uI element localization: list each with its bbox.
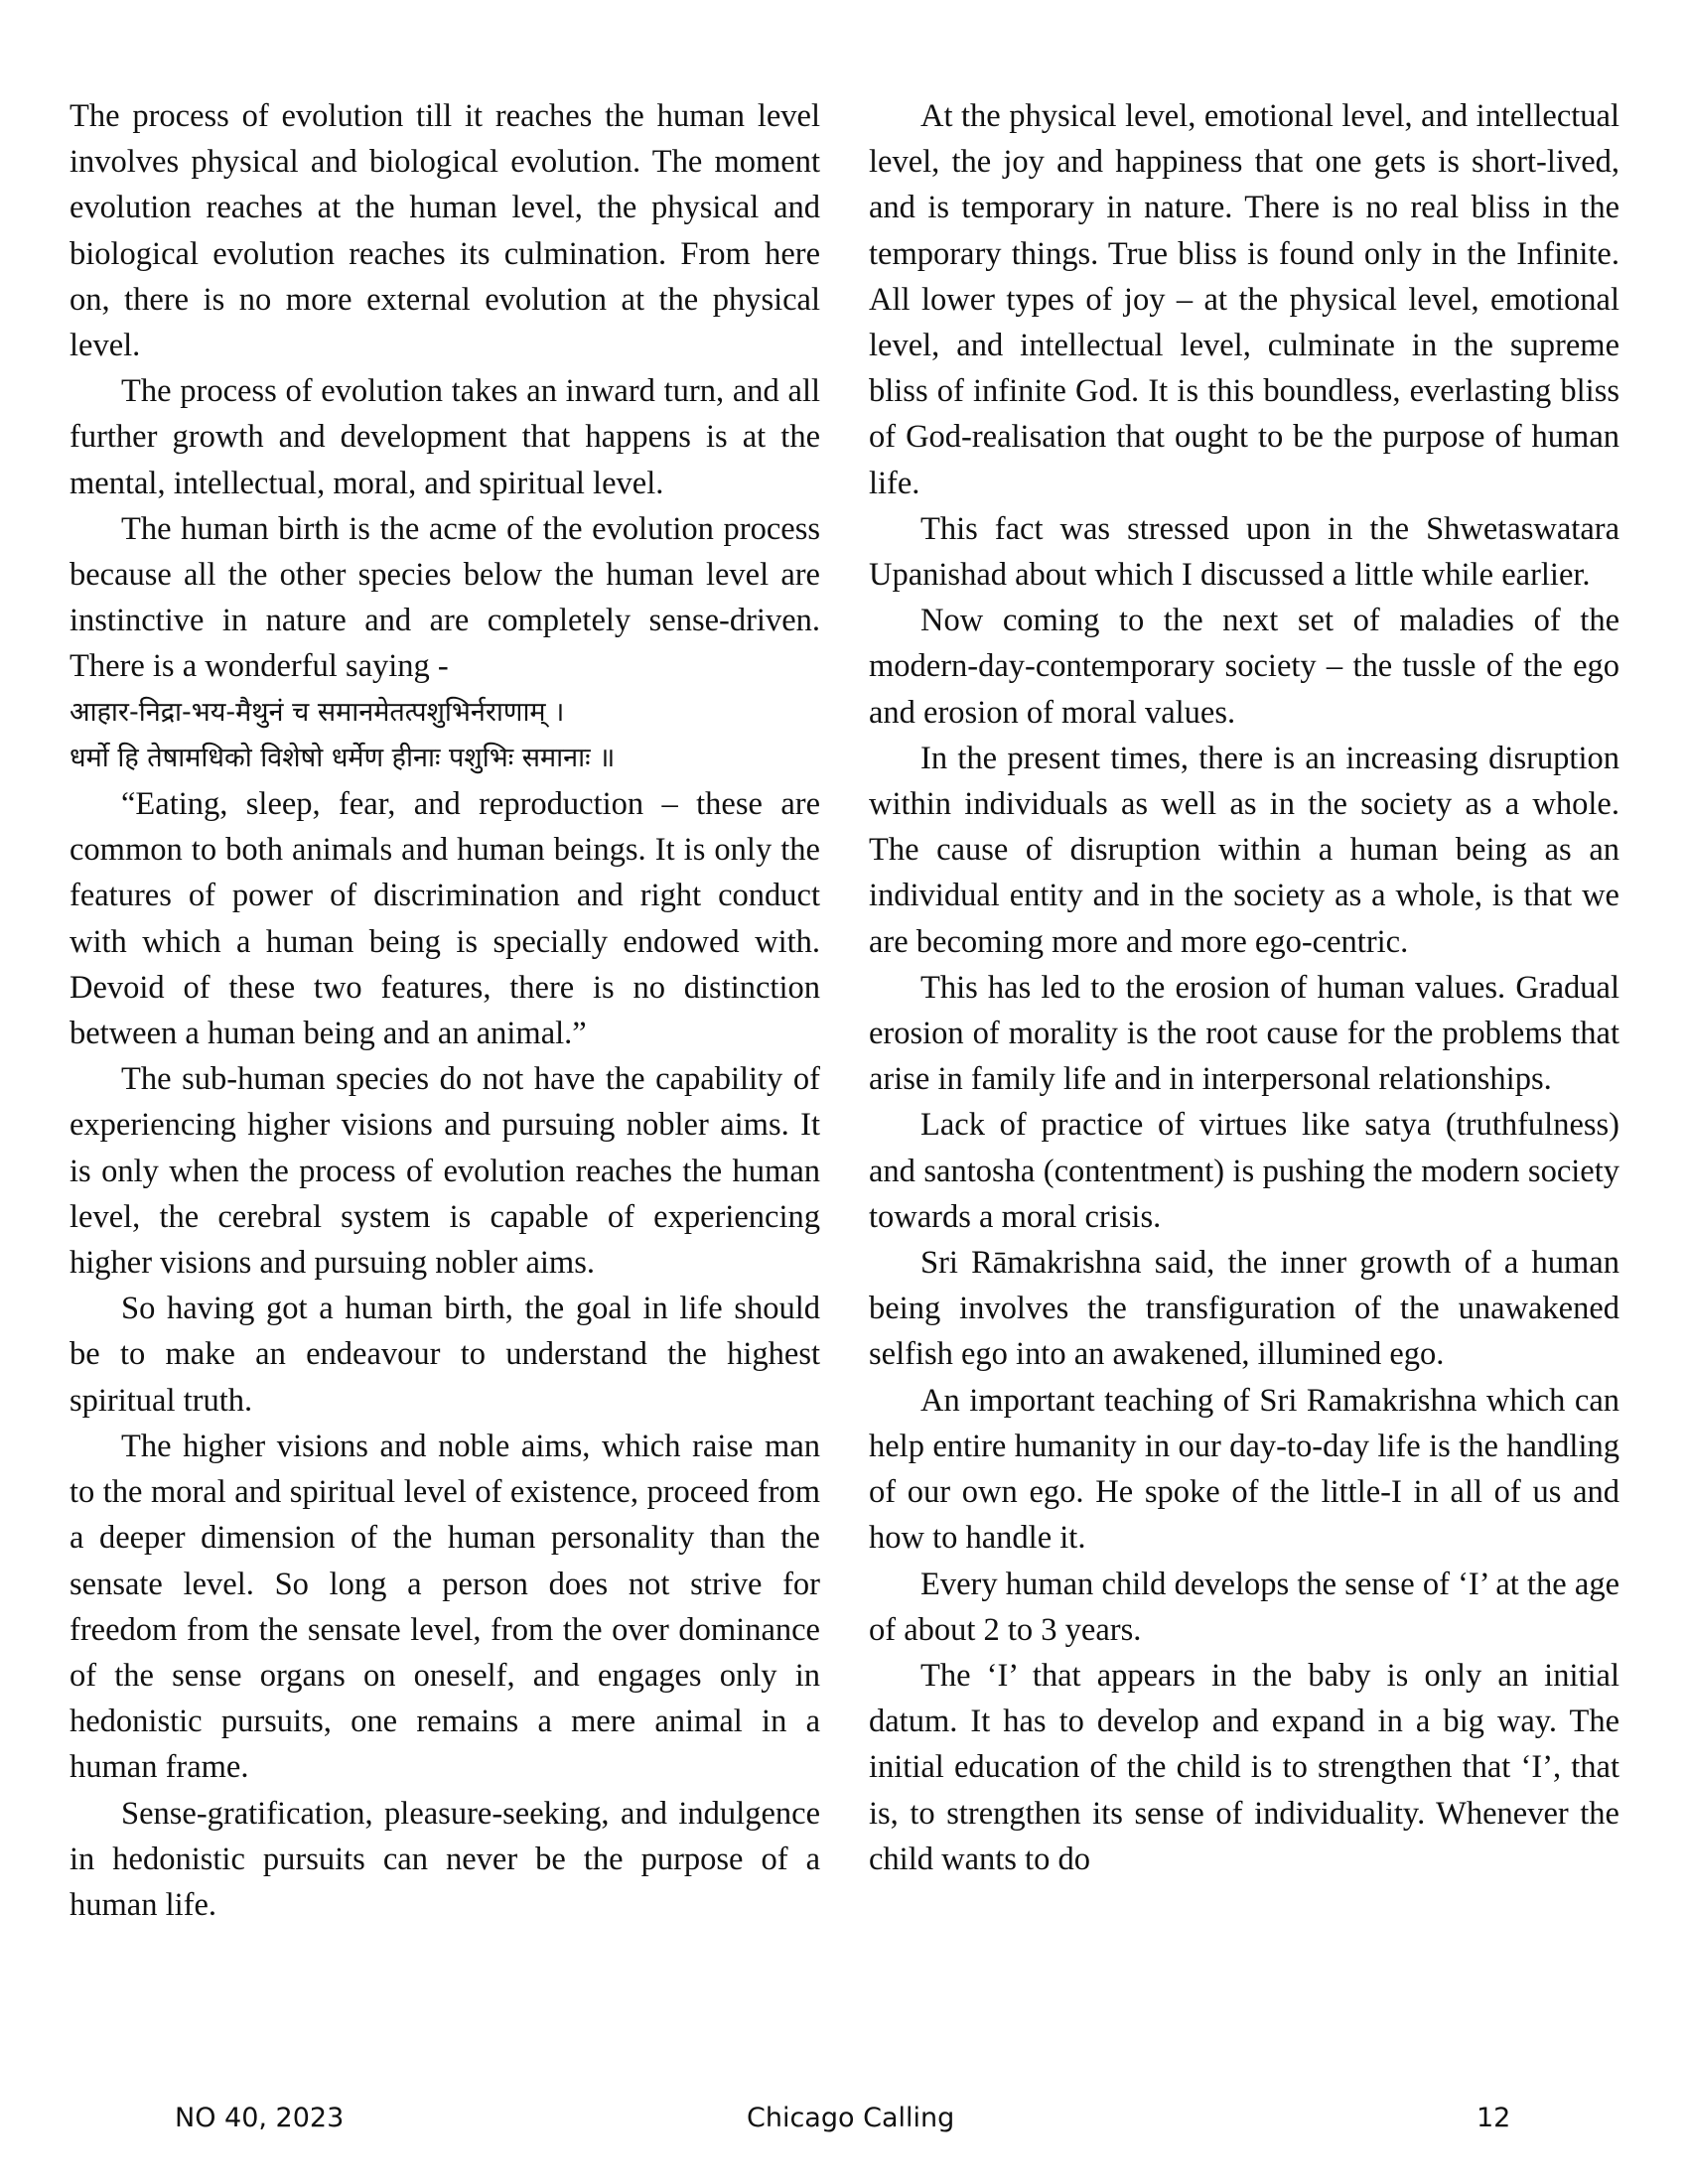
issue-number: NO 40, 2023 xyxy=(175,2103,345,2133)
paragraph: Sense-gratification, pleasure-seeking, and indulgence in hedonistic pursuits can never be the purpose of a human life. xyxy=(70,1795,820,1923)
paragraph: At the physical level, emotional level, and intellectual level, the joy and happiness that one gets is short-lived, and is temporary in nature. There is no real bliss in the temporary things. True bliss is found only in the Infinite. All lower types of joy – at the physical level, emotional level, and intellectual level, culminate in the supreme bliss of infinite God. It is this boundless, everlasting bliss of God-realisation that ought to be the purpose of human life. xyxy=(869,98,1619,501)
paragraph: An important teaching of Sri Ramakrishna which can help entire humanity in our day-to-day life is the handling of our own ego. He spoke of the little-I in all of us and how to handle it. xyxy=(869,1382,1619,1557)
paragraph: Now coming to the next set of maladies of the modern-day-contemporary society – the tussle of the ego and erosion of moral values. xyxy=(869,603,1619,731)
paragraph: The process of evolution till it reaches the human level involves physical and biological evolution. The moment evolution reaches at the human level, the physical and biological evolution reaches its culmination. From here on, there is no more external evolution at the physical level. xyxy=(70,98,820,364)
right-column xyxy=(869,93,1619,1882)
sanskrit-verse-line: आहार-निद्रा-भय-मैथुनं च समानमेतत्पशुभिर्नराणाम् । xyxy=(70,696,565,728)
paragraph: The human birth is the acme of the evolution process because all the other species below the human level are instinctive in nature and are completely sense-driven. There is a wonderful saying - xyxy=(70,510,820,685)
sanskrit-verse-line: धर्मो हि तेषामधिको विशेषो धर्मेण हीनाः पशुभिः समानाः ॥ xyxy=(70,742,616,773)
paragraph: The process of evolution takes an inward turn, and all further growth and development that happens is at the mental, intellectual, moral, and spiritual level. xyxy=(70,373,820,501)
paragraph: The ‘I’ that appears in the baby is only an initial datum. It has to develop and expand in a big way. The initial education of the child is to strengthen that ‘I’, that is, to strengthen its sense of individuality. Whenever the child wants to do xyxy=(869,1657,1619,1877)
page-footer xyxy=(0,2103,1688,2142)
paragraph: So having got a human birth, the goal in life should be to make an endeavour to understand the highest spiritual truth. xyxy=(70,1291,820,1419)
paragraph: Lack of practice of virtues like satya (truthfulness) and santosha (contentment) is pushing the modern society towards a moral crisis. xyxy=(869,1107,1619,1235)
left-column xyxy=(70,93,820,1928)
publication-name: Chicago Calling xyxy=(747,2103,955,2133)
paragraph: Sri Rāmakrishna said, the inner growth of a human being involves the transfiguration of the unawakened selfish ego into an awakened, illumined ego. xyxy=(869,1245,1619,1373)
paragraph: This has led to the erosion of human values. Gradual erosion of morality is the root cause for the problems that arise in family life and in interpersonal relationships. xyxy=(869,969,1619,1098)
paragraph: This fact was stressed upon in the Shwetaswatara Upanishad about which I discussed a little while earlier. xyxy=(869,510,1619,594)
paragraph: In the present times, there is an increasing disruption within individuals as well as in the society as a whole. The cause of disruption within a human being as an individual entity and in the society as a whole, is that we are becoming more and more ego-centric. xyxy=(869,740,1619,960)
paragraph: The sub-human species do not have the capability of experiencing higher visions and pursuing nobler aims. It is only when the process of evolution reaches the human level, the cerebral system is capable of experiencing higher visions and pursuing nobler aims. xyxy=(70,1061,820,1282)
paragraph: The higher visions and noble aims, which raise man to the moral and spiritual level of existence, proceed from a deeper dimension of the human personality than the sensate level. So long a person does not strive for freedom from the sensate level, from the over dominance of the sense organs on oneself, and engages only in hedonistic pursuits, one remains a mere animal in a human frame. xyxy=(70,1428,820,1786)
page-number: 12 xyxy=(1477,2103,1511,2133)
paragraph: “Eating, sleep, fear, and reproduction – these are common to both animals and human beings. It is only the features of power of discrimination and right conduct with which a human being is specially endowed with. Devoid of these two features, there is no distinction between a human being and an animal.” xyxy=(70,786,820,1052)
paragraph: Every human child develops the sense of ‘I’ at the age of about 2 to 3 years. xyxy=(869,1566,1619,1648)
